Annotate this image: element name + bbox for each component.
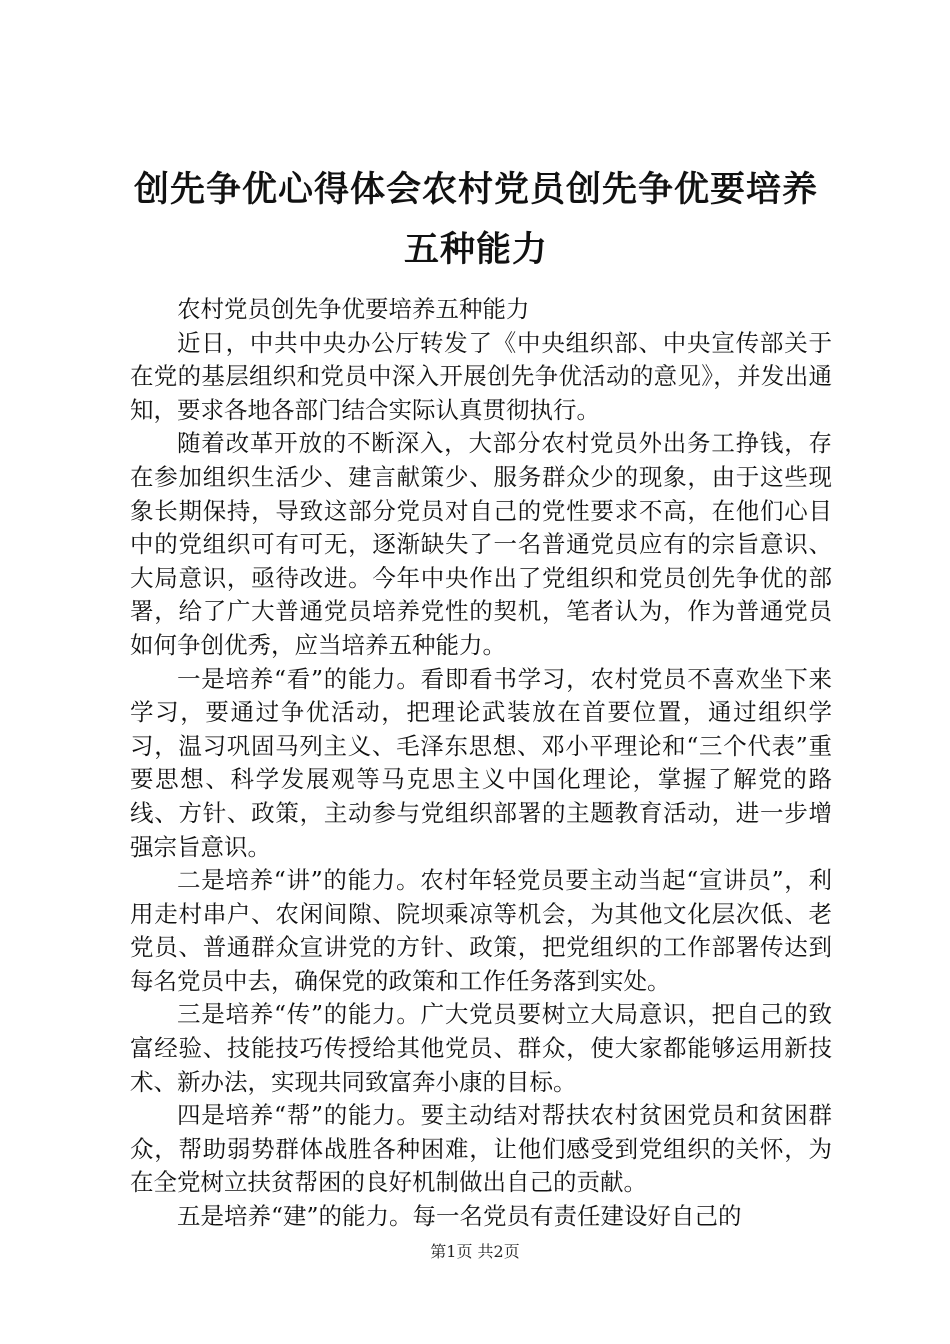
body-paragraph-3: 一是培养“看”的能力。看即看书学习，农村党员不喜欢坐下来学习，要通过争优活动，把理论武装放在首要位置，通过组织学习，温习巩固马列主义、毛泽东思想、邓小平理论和“三个代表”重要思想、科学发展观等马克思主义中国化理论，掌握了解党的路线、方针、政策，主动参与党组织部署的主题教育活动，进一步增强宗旨意识。 bbox=[130, 664, 832, 861]
body-paragraph-4: 二是培养“讲”的能力。农村年轻党员要主动当起“宣讲员”，利用走村串户、农闲间隙、院坝乘凉等机会，为其他文化层次低、老党员、普通群众宣讲党的方针、政策，把党组织的工作部署传达到每名党员中去，确保党的政策和工作任务落到实处。 bbox=[130, 866, 832, 995]
body-paragraph-5: 三是培养“传”的能力。广大党员要树立大局意识，把自己的致富经验、技能技巧传授给其他党员、群众，使大家都能够运用新技术、新办法，实现共同致富奔小康的目标。 bbox=[130, 1000, 832, 1096]
body-paragraph-1: 近日，中共中央办公厅转发了《中央组织部、中央宣传部关于在党的基层组织和党员中深入开展创先争优活动的意见》，并发出通知，要求各地各部门结合实际认真贯彻执行。 bbox=[130, 328, 832, 424]
body-paragraph-6: 四是培养“帮”的能力。要主动结对帮扶农村贫困党员和贫困群众，帮助弱势群体战胜各种困难，让他们感受到党组织的关怀，为在全党树立扶贫帮困的良好机制做出自己的贡献。 bbox=[130, 1101, 832, 1197]
document-title: 创先争优心得体会农村党员创先争优要培养五种能力 bbox=[133, 170, 818, 270]
body-paragraph-2: 随着改革开放的不断深入，大部分农村党员外出务工挣钱，存在参加组织生活少、建言献策少、服务群众少的现象，由于这些现象长期保持，导致这部分党员对自己的党性要求不高，在他们心目中的党组织可有可无，逐渐缺失了一名普通党员应有的宗旨意识、大局意识，亟待改进。今年中央作出了党组织和党员创先争优的部署，给了广大普通党员培养党性的契机，笔者认为，作为普通党员如何争创优秀，应当培养五种能力。 bbox=[130, 429, 832, 659]
body-paragraph-7: 五是培养“建”的能力。每一名党员有责任建设好自己的 bbox=[177, 1202, 742, 1231]
subtitle-paragraph: 农村党员创先争优要培养五种能力 bbox=[177, 295, 530, 323]
page-footer: 第1页 共2页 bbox=[430, 1242, 520, 1261]
document-body bbox=[130, 293, 832, 1234]
